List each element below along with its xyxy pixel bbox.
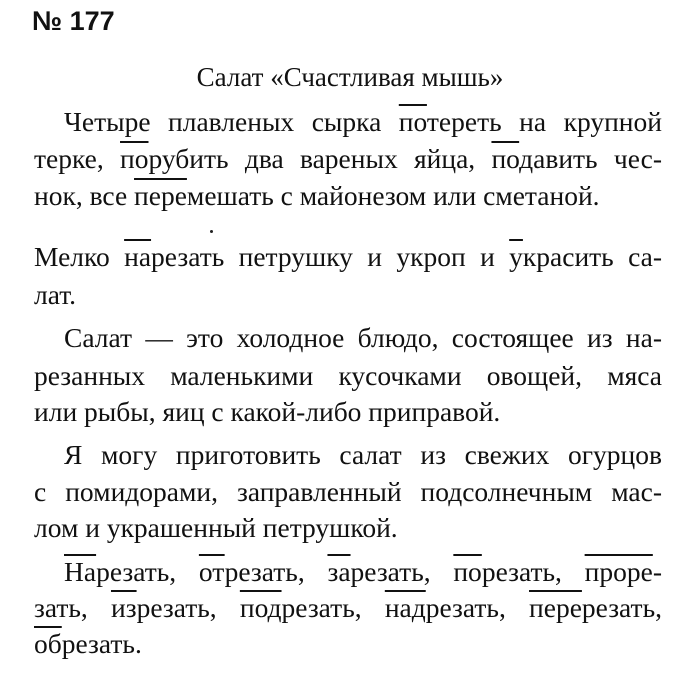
- text-segment: терке,: [34, 143, 121, 174]
- text-segment: тереть на крупной: [426, 106, 662, 137]
- text-segment: красить са-: [522, 241, 662, 272]
- text-segment: Четыре плавленых сырка: [64, 106, 399, 137]
- text-segment: рубить два вареных яйца,: [148, 143, 492, 174]
- text-segment: зать,: [34, 592, 111, 623]
- prefix-marked: по: [120, 143, 149, 174]
- text-segment: резать,: [281, 592, 385, 623]
- word-list-line-2: [34, 594, 662, 622]
- text-segment: резать,: [481, 556, 585, 587]
- text-segment: резать,: [96, 556, 199, 587]
- paragraph-4-line-3: лом и украшенный петрушкой.: [34, 512, 398, 543]
- text-segment: резать,: [136, 592, 240, 623]
- paragraph-1-line-3: [34, 182, 600, 210]
- text-segment: резать.: [61, 628, 142, 659]
- prefix-marked: На: [64, 556, 97, 587]
- text-segment: нок, все: [34, 180, 135, 211]
- word-list-line-1: [64, 558, 662, 586]
- paragraph-1-line-2: [34, 145, 662, 173]
- prefix-marked: под: [239, 592, 282, 623]
- text-segment: резать,: [581, 592, 662, 623]
- text-segment: резать петрушку и укроп и: [151, 241, 510, 272]
- paragraph-3-line-1: Салат — это холодное блюдо, состоящее из на-: [64, 322, 662, 353]
- print-speck: [210, 230, 213, 233]
- text-segment: Мелко: [34, 241, 125, 272]
- prefix-marked: на: [124, 241, 152, 272]
- prefix-marked: пере: [134, 180, 187, 211]
- prefix-marked: по: [453, 556, 482, 587]
- prefix-marked: проре: [584, 556, 653, 587]
- recipe-title: Салат «Счастливая мышь»: [196, 62, 504, 92]
- paragraph-1-line-1: [64, 108, 662, 136]
- prefix-marked: пере: [529, 592, 582, 623]
- paragraph-4-line-1: Я могу приготовить салат из свежих огурцов: [64, 439, 662, 470]
- prefix-marked: над: [384, 592, 426, 623]
- prefix-marked: по: [398, 106, 427, 137]
- prefix-marked: у: [509, 241, 523, 272]
- prefix-marked: из: [110, 592, 137, 623]
- text-segment: резать,: [224, 556, 328, 587]
- paragraph-3-line-3: или рыбы, яиц с какой-либо приправой.: [34, 396, 501, 427]
- text-segment: мешать с майонезом или сметаной.: [186, 180, 600, 211]
- text-segment: -: [652, 556, 662, 587]
- word-list-line-3: [34, 630, 142, 658]
- paragraph-3-line-2: резанных маленькими кусочками овощей, мяса: [34, 360, 662, 391]
- text-segment: давить чес-: [519, 143, 662, 174]
- text-segment: резать,: [425, 592, 530, 623]
- prefix-marked: по: [491, 143, 520, 174]
- paragraph-4-line-2: с помидорами, заправленный подсолнечным мас-: [34, 476, 662, 507]
- prefix-marked: от: [198, 556, 225, 587]
- paragraph-2-line-2: лат.: [34, 279, 77, 310]
- prefix-marked: за: [327, 556, 351, 587]
- prefix-marked: об: [34, 628, 62, 659]
- paragraph-2-line-1: [34, 243, 662, 271]
- text-segment: резать,: [350, 556, 454, 587]
- task-number: № 177: [32, 6, 115, 36]
